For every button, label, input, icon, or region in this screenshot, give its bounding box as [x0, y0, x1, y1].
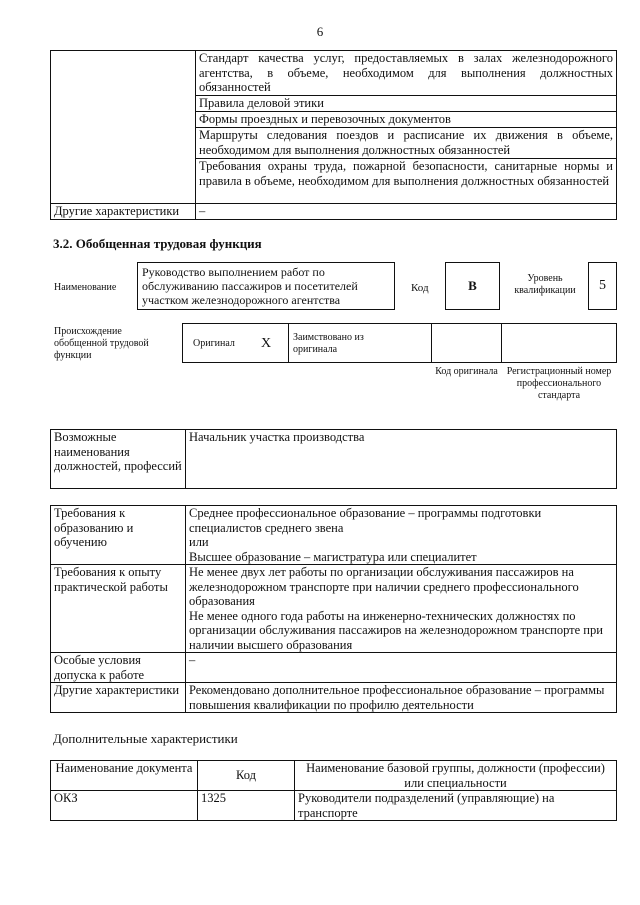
knowledge-row: Формы проездных и перевозочных документов	[196, 112, 617, 128]
additional-title: Дополнительные характеристики	[53, 731, 238, 746]
requirement-row	[51, 506, 617, 565]
requirement-line: Среднее профессиональное образование – программы подготовки специалистов среднего звена	[189, 506, 542, 535]
top-knowledge-table	[50, 50, 617, 220]
additional-header-document: Наименование документа	[51, 761, 198, 791]
requirement-line: Рекомендовано дополнительное профессиональное образование – программы повышения квалификации по профилю деятельности	[189, 683, 605, 712]
requirement-value	[186, 683, 617, 713]
requirement-label: Требования к опыту практической работы	[51, 565, 186, 653]
function-name-value: Руководство выполнением работ по обслуживанию пассажиров и посетителей участком железнодорожного агентства	[142, 265, 358, 307]
additional-table	[50, 760, 617, 821]
level-value: 5	[599, 278, 606, 293]
knowledge-row: Маршруты следования поездов и расписание их движения в объеме, необходимом для выполнения должностных обязанностей	[196, 128, 617, 159]
positions-table	[50, 429, 617, 489]
origin-label: Происхождение обобщенной трудовой функции	[54, 326, 149, 361]
requirement-value	[186, 653, 617, 683]
name-label: Наименование	[54, 282, 117, 293]
knowledge-row: Правила деловой этики	[196, 96, 617, 112]
other-characteristics-label: Другие характеристики	[51, 204, 196, 220]
requirement-line: –	[189, 653, 196, 667]
original-code-caption: Код оригинала	[435, 366, 498, 377]
other-characteristics-value: –	[196, 204, 617, 220]
registration-number-cell	[501, 323, 617, 363]
requirement-label: Особые условия допуска к работе	[51, 653, 186, 683]
requirement-line: Не менее двух лет работы по организации обслуживания пассажиров на железнодорожном транспорте при наличии среднего профессионального образования	[189, 565, 579, 608]
level-label: Уровень квалификации	[514, 273, 576, 296]
requirement-row	[51, 653, 617, 683]
code-value-box	[445, 262, 500, 310]
positions-value: Начальник участка производства	[186, 430, 617, 489]
level-value-box	[588, 262, 617, 310]
requirement-row	[51, 683, 617, 713]
original-label: Оригинал	[193, 338, 235, 349]
additional-header-code: Код	[198, 761, 295, 791]
original-mark: X	[261, 336, 272, 351]
requirements-table	[50, 505, 617, 713]
requirement-line: Не менее одного года работы на инженерно-технических должностях по организации обслуживания пассажиров на железнодорожном транспорте при наличии высшего образования	[189, 608, 603, 652]
section-title: 3.2. Обобщенная трудовая функция	[53, 236, 262, 251]
knowledge-row: Стандарт качества услуг, предоставляемых в залах железнодорожного агентства, в объеме, необходимом для выполнения должностных обязанностей	[196, 51, 617, 96]
code-value: B	[468, 278, 477, 293]
requirement-row	[51, 565, 617, 653]
positions-label: Возможные наименования должностей, профессий	[51, 430, 186, 489]
knowledge-row: Требования охраны труда, пожарной безопасности, санитарные нормы и правила в объеме, необходимом для выполнения должностных обязанностей	[196, 159, 617, 204]
requirement-line: Высшее образование – магистратура или специалитет	[189, 549, 477, 564]
page-number: 6	[316, 24, 324, 39]
table-row	[51, 791, 617, 821]
borrowed-cell	[288, 323, 432, 363]
empty-label-cell	[51, 51, 196, 204]
requirement-value	[186, 506, 617, 565]
requirement-line: или	[189, 535, 209, 549]
additional-header-group: Наименование базовой группы, должности (профессии) или специальности	[295, 761, 617, 791]
requirement-label: Другие характеристики	[51, 683, 186, 713]
requirement-label: Требования к образованию и обучению	[51, 506, 186, 565]
function-name-box	[137, 262, 395, 310]
additional-cell-document: ОКЗ	[51, 791, 198, 821]
additional-cell-code: 1325	[198, 791, 295, 821]
additional-cell-group: Руководители подразделений (управляющие) на транспорте	[295, 791, 617, 821]
code-label: Код	[411, 282, 429, 294]
requirement-value	[186, 565, 617, 653]
borrowed-label: Заимствовано из оригинала	[293, 332, 364, 355]
original-code-cell	[431, 323, 502, 363]
original-cell	[182, 323, 288, 363]
registration-number-caption: Регистрационный номер профессионального стандарта	[506, 366, 612, 401]
